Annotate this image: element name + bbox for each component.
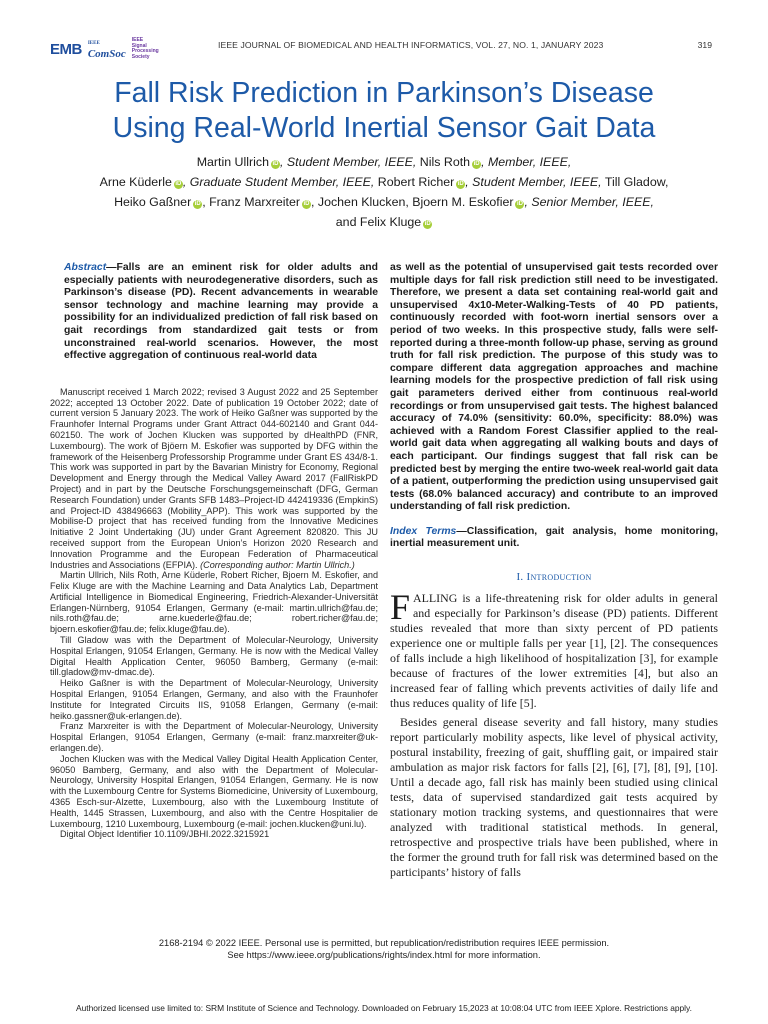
intro-paragraph-1-text: is a life-threatening risk for older adults in general and especially for Parkinson’s disease (PD) patients. Different studies revealed that more than sixty percent of PD patients experience one or multiple falls per year [1], [2]. The consequences of falls include a high likelihood of hospitalization [3], for example because of fractures of the lower extremities [4], but also an increased fear of falling which prevents activities of daily life and thus reduces quality of life [5]. [390,591,718,711]
comsoc-logo-super: IEEE [87,41,100,46]
footnote-affiliation: Till Gladow was with the Department of Molecular-Neurology, University Hospital Erlangen, 91054 Erlangen, Germany. He is now with the Medical Valley Digital Health Application Center, 96050 Bamberg, Germany (e-mail: till.gladow@mv-dmac.de). [50,635,378,678]
author-name: and Felix Kluge [335,215,422,229]
orcid-icon[interactable]: iD [194,201,201,207]
abstract-text-left: —Falls are an eminent risk for older adults and especially patients with neurodegenerative disorders, such as Parkinson’s disease (PD). Recent advancements in wearable sensor technology and machine learning may provide a possibility for an individualized prediction of fall risk based on gait recordings from standardized gait tests or from unconstrained real-world scenarios. However, the most effective aggregation of continuous real-world data [64,262,378,362]
author-separator: , [310,195,315,209]
left-column [50,262,378,840]
orcid-icon[interactable]: iD [457,181,464,187]
comsoc-logo-text: ComSoc [87,48,126,60]
comsoc-logo [88,39,126,59]
copyright-notice [40,938,728,961]
doi[interactable]: Digital Object Identifier 10.1109/JBHI.2022.3215921 [60,829,270,840]
copyright-line-1: 2168-2194 © 2022 IEEE. Personal use is permitted, but republication/redistribution requires IEEE permission. [158,938,610,948]
orcid-icon[interactable]: iD [516,201,523,207]
sps-logo-line: Society [131,53,150,60]
index-terms-heading: Index Terms [390,525,457,537]
author-name: Martin Ullrich [196,155,269,169]
footnote-affiliation: Franz Marxreiter is with the Department of Molecular-Neurology, University Hospital Erlangen, 91054 Erlangen, Germany (e-mail: franz.marxreiter@uk-erlangen.de). [50,721,378,754]
author-name: Heiko Gaßner [114,195,192,209]
footnote-affiliation: Heiko Gaßner is with the Department of Molecular-Neurology, University Hospital Erlangen, 91054 Erlangen, Germany, and also with the Fraunhofer Institute for Integrated Circuits IIS, 91058 Erlangen, Germany (e-mail: heiko.gassner@uk-erlangen.de). [50,678,378,721]
orcid-icon[interactable]: iD [175,181,182,187]
intro-paragraph-2: Besides general disease severity and fall history, many studies report particularly mobility aspects, like level of physical activity, postural instability, freezing of gait, shuffling gait, or impaired stair ambulation as major risk factors for falls [2], [6], [7], [8], [9], [10]. Until a decade ago, fall risk has mainly been studied using clinical tests, data of supervised standardized gait tests acquired by stationary motion tracking systems, and questionnaires that were analyzed with traditional statistical methods. In general, retrospective and prospective trials have been published, where in the former the ground truth for fall risk was determined based on the participants’ history of falls [390,715,718,880]
author-name: Till Gladow, [601,175,669,189]
footnote-affiliation: Jochen Klucken was with the Medical Valley Digital Health Application Center, 96050 Bamberg, Germany, and also with the Department of Molecular-Neurology, University Hospital Erlangen, 91054 Erlangen, Germany. He is now with the Luxembourg Centre for Systems Biomedicine, University of Luxembourg, 4365 Esch-sur-Alzette, Luxembourg, also with the Luxembourg Institute of Health, 1445 Strassen, Luxembourg, and also with the Centre Hospitalier de Luxembourg, 1210 Luxembourg, Luxembourg (e-mail: jochen.klucken@uni.lu). [50,753,378,829]
author-name: Nils Roth [416,155,471,169]
author-name: Robert Richer [374,175,455,189]
title-line-1: Fall Risk Prediction in Parkinson’s Disease [114,77,654,109]
page-number: 319 [697,40,712,50]
footnote-funding [50,387,378,571]
abstract-heading: Abstract [64,262,107,273]
title-line-2: Using Real-World Inertial Sensor Gait Data [112,112,656,144]
author-name: Arne Küderle [99,175,172,189]
author-list [40,152,728,232]
license-notice: Authorized licensed use limited to: SRM Institute of Science and Technology. Downloaded on February 15,2023 at 10:08:04 UTC from IEEE Xplore. Restrictions apply. [76,1003,692,1013]
footnote-affiliation: Martin Ullrich, Nils Roth, Arne Küderle, Robert Richer, Bjoern M. Eskofier, and Felix Kluge are with the Machine Learning and Data Analytics Lab, Department Artificial Intelligence in Biomedical Engineering, Friedrich-Alexander-Universität Erlangen-Nürnberg, 91054 Erlangen, Germany (e-mail: martin.ullrich@fau.de; nils.roth@fau.de; arne.kuederle@fau.de; robert.richer@fau.de; bjoern.eskofier@fau.de; felix.kluge@fau.de). [50,570,378,635]
right-column [390,262,718,880]
sps-logo [132,38,159,60]
publisher-logos [50,38,159,60]
author-role: , Member, IEEE, [481,155,572,169]
emb-logo: EMB [50,40,82,58]
first-word: ALLING [413,591,458,606]
author-role: , Student Member, IEEE, [465,175,602,189]
footnote-funding-text: Manuscript received 1 March 2022; revised 3 August 2022 and 25 September 2022; accepted 13 October 2022. Date of publication 19 October 2022; date of current version 5 January 2023. The work of Heiko Gaßner was supported by the Fraunhofer Internal Programs under Grant Attract 044-602140 and Grant 044-602150. The work of Jochen Klucken was supported by dHealthPD (FNR, Luxembourg). The work of Bjöern M. Eskofier was supported by DFG within the framework of the Heisenberg Professorship Programme under Grant ES 434/8-1. This work was supported in part by the Bavarian Ministry for Economy, Regional Development and Energy through the Medical Valley Award 2017 (FallRiskPD Project) and in part by the Deutsche Forschungsgemeinschaft (DFG, German Research Foundation) under Grants SFB 1483–Project-ID 442419336 (EmpkinS) and Project-ID 438496663 (Mobility_APP). This work was supported by the Mobilise-D project that has received funding from the Innovative Medicines Initiative 2 Joint Undertaking (JU) under Grant Agreement 820820. This JU received support from the European Union’s Horizon 2020 Research and Innovation Programme and the European Federation of Pharmaceutical Industries and Associations (EFPIA). [50,386,378,570]
author-separator: , [202,195,206,209]
author-role: , Senior Member, IEEE, [524,195,654,209]
intro-paragraph-1 [390,587,718,711]
first-page-footnote [50,387,378,840]
author-name: Franz Marxreiter [205,195,300,209]
abstract-left [50,262,378,363]
author-name: Jochen Klucken, Bjoern M. Eskofier [314,195,514,209]
journal-running-head: IEEE JOURNAL OF BIOMEDICAL AND HEALTH INFORMATICS, VOL. 27, NO. 1, JANUARY 2023 [218,40,604,50]
orcid-icon[interactable]: iD [424,221,431,227]
copyright-line-2[interactable]: See https://www.ieee.org/publications/rights/index.html for more information. [227,949,541,960]
section-title: Introduction [526,571,592,584]
drop-cap: F [390,587,411,628]
sps-logo-line: Signal [131,42,147,49]
corresponding-author: (Corresponding author: Martin Ullrich.) [197,559,355,570]
section-number: I. [516,571,527,584]
orcid-icon[interactable]: iD [272,161,279,167]
abstract-right: as well as the potential of unsupervised gait tests recorded over multiple days for fall risk prediction still need to be investigated. Therefore, we present a data set containing real-world gait and unsupervised 4x10-Meter-Walking-Tests of 40 PD patients, continuously recorded with foot-worn inertial sensors over a period of two weeks. In this prospective study, falls were self-reported during a three-month follow-up phase, serving as ground truth for fall risk prediction. The purpose of this study was to compare different data aggregation approaches and machine learning models for the prospective prediction of fall risk using gait parameters derived either from continuous real-world recordings or from unsupervised gait tests. The highest balanced accuracy of 74.0% (sensitivity: 60.0%, specificity: 88.0%) was achieved with a Random Forest Classifier applied to the real-world gait data when aggregating all walking bouts and days of each participant. Our findings suggest that fall risk can be predicted best by merging the entire two-week real-world gait data of a patient, outperforming the prediction using unsupervised gait tests (68.0% balanced accuracy) and contribute to an improved understanding of fall risk prediction. [390,262,718,513]
sps-logo-line: Processing [131,48,159,54]
paper-title [40,76,728,146]
author-role: , Graduate Student Member, IEEE, [182,175,375,189]
section-heading [390,571,718,583]
index-terms-text: —Classification, gait analysis, home monitoring, inertial measurement unit. [390,525,719,550]
introduction-body [390,587,718,880]
author-role: , Student Member, IEEE, [279,155,417,169]
orcid-icon[interactable]: iD [473,161,480,167]
sps-logo-line: IEEE [131,37,144,43]
orcid-icon[interactable]: iD [303,201,310,207]
index-terms [390,526,718,551]
